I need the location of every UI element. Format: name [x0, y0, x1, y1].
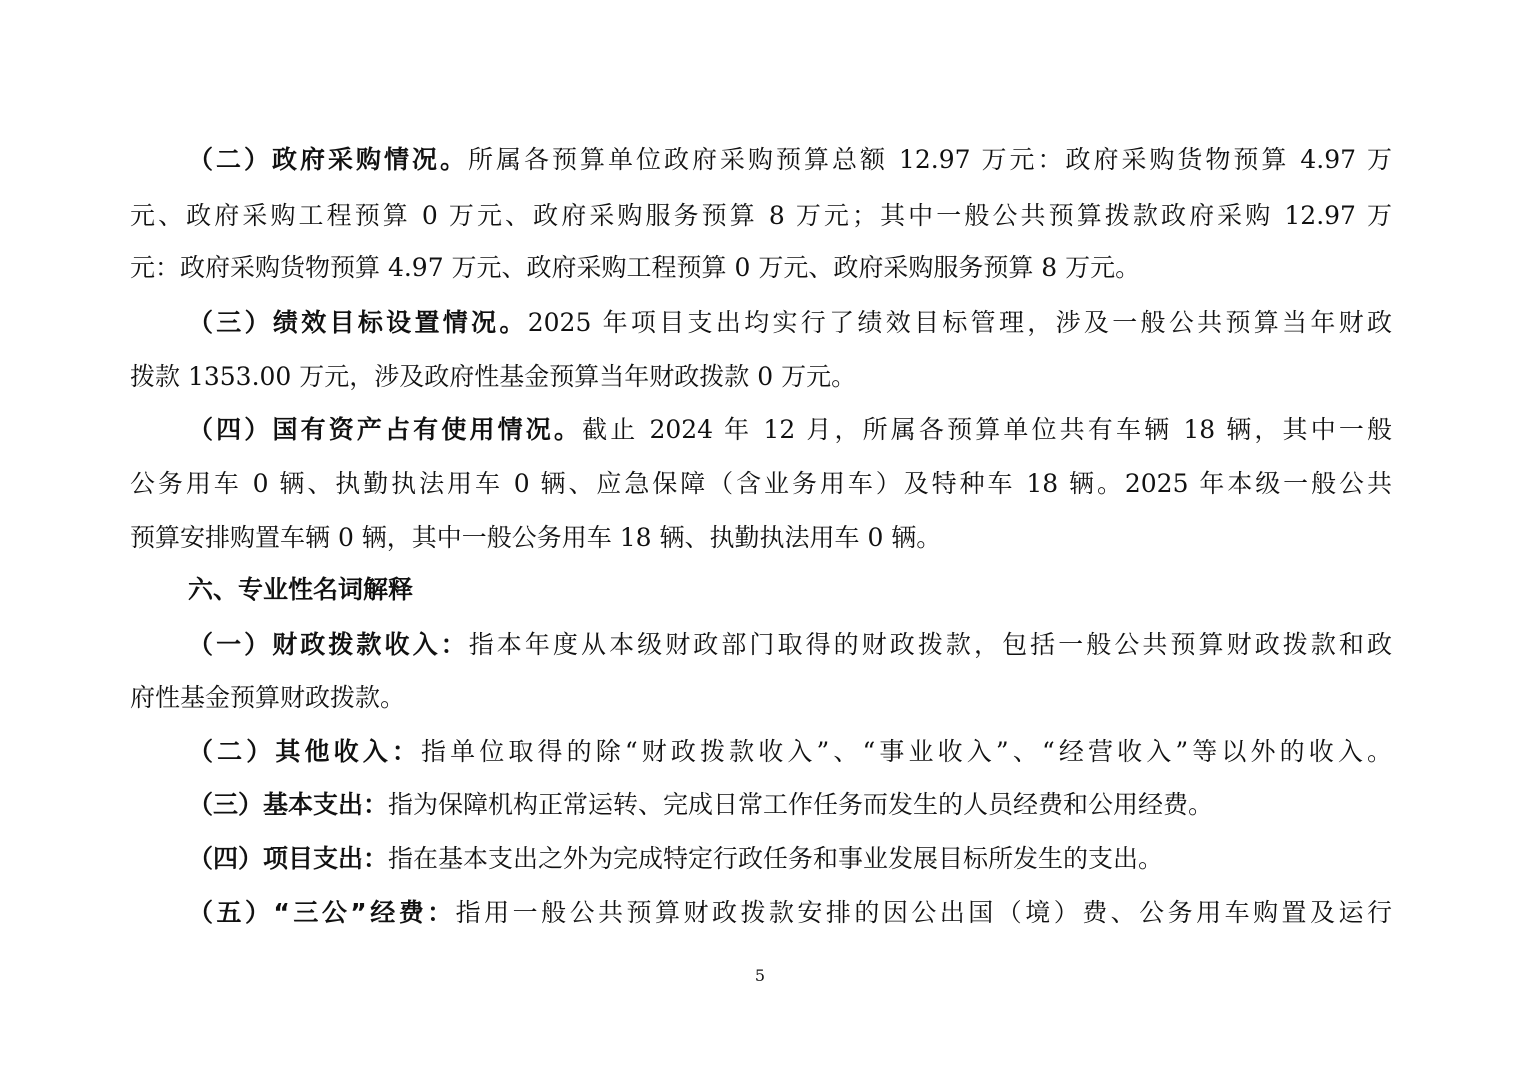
paragraph-fiscal-income-label: （一）财政拨款收入： [188, 630, 469, 659]
paragraph-basic-expenditure-label: （三）基本支出： [188, 790, 389, 819]
paragraph-performance-text-1: 2025 年项目支出均实行了绩效目标管理，涉及一般公共预算当年财政 [527, 308, 1392, 337]
page-number: 5 [754, 966, 766, 985]
paragraph-other-income [188, 735, 1392, 769]
paragraph-procurement-line-3: 元：政府采购货物预算 4.97 万元、政府采购工程预算 0 万元、政府采购服务预算 8 万元。 [130, 253, 1141, 282]
section-heading: 六、专业性名词解释 [188, 575, 414, 604]
paragraph-fiscal-income-line-2: 府性基金预算财政拨款。 [130, 683, 406, 712]
paragraph-project-expenditure-label: （四）项目支出： [188, 844, 389, 873]
paragraph-procurement-line-1 [188, 143, 1392, 177]
paragraph-performance-line-1 [188, 306, 1392, 340]
paragraph-fiscal-income-text-1: 指本年度从本级财政部门取得的财政拨款，包括一般公共预算财政拨款和政 [468, 630, 1392, 659]
paragraph-procurement-line-2: 元、政府采购工程预算 0 万元、政府采购服务预算 8 万元；其中一般公共预算拨款政府采购 12.97 万 [130, 201, 1392, 230]
paragraph-project-expenditure [188, 842, 1392, 876]
paragraph-assets-text-1: 截止 2024 年 12 月，所属各预算单位共有车辆 18 辆，其中一般 [582, 415, 1392, 444]
paragraph-other-income-text: 指单位取得的除“财政拨款收入”、“事业收入”、“经营收入”等以外的收入。 [421, 737, 1392, 766]
paragraph-performance-label: （三）绩效目标设置情况。 [188, 308, 528, 337]
paragraph-procurement-label: （二）政府采购情况。 [188, 145, 468, 174]
paragraph-basic-expenditure [188, 788, 1392, 822]
paragraph-assets-label: （四）国有资产占有使用情况。 [188, 415, 583, 444]
paragraph-basic-expenditure-text: 指为保障机构正常运转、完成日常工作任务而发生的人员经费和公用经费。 [388, 790, 1214, 819]
paragraph-three-public-funds-text: 指用一般公共预算财政拨款安排的因公出国（境）费、公务用车购置及运行 [455, 898, 1392, 927]
paragraph-assets-line-3: 预算安排购置车辆 0 辆，其中一般公务用车 18 辆、执勤执法用车 0 辆。 [130, 523, 942, 552]
paragraph-performance-line-2: 拨款 1353.00 万元，涉及政府性基金预算当年财政拨款 0 万元。 [130, 362, 857, 391]
paragraph-assets-line-1 [188, 413, 1392, 447]
paragraph-fiscal-income-line-1 [188, 628, 1392, 662]
paragraph-project-expenditure-text: 指在基本支出之外为完成特定行政任务和事业发展目标所发生的支出。 [388, 844, 1164, 873]
paragraph-procurement-text-1: 所属各预算单位政府采购预算总额 12.97 万元：政府采购货物预算 4.97 万 [468, 145, 1392, 174]
paragraph-three-public-funds [188, 896, 1392, 930]
paragraph-other-income-label: （二）其他收入： [188, 737, 421, 766]
paragraph-assets-line-2: 公务用车 0 辆、执勤执法用车 0 辆、应急保障（含业务用车）及特种车 18 辆。2025 年本级一般公共 [130, 469, 1392, 498]
paragraph-three-public-funds-label: （五）“三公”经费： [188, 898, 456, 927]
